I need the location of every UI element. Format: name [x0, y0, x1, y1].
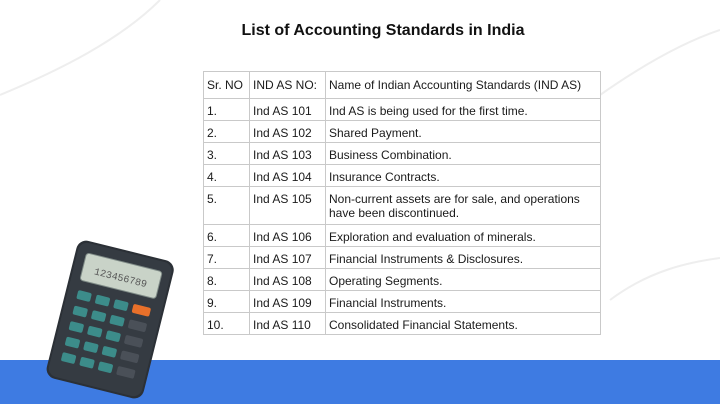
row-standard-name: Operating Segments.	[326, 269, 601, 291]
row-standard-name: Exploration and evaluation of minerals.	[326, 225, 601, 247]
column-header-ind-as-no: IND AS NO:	[250, 72, 326, 99]
row-standard-name: Financial Instruments & Disclosures.	[326, 247, 601, 269]
table-row	[204, 291, 601, 313]
row-ind-as-no: Ind AS 108	[250, 269, 326, 291]
table-row	[204, 99, 601, 121]
table-row	[204, 121, 601, 143]
table-row	[204, 165, 601, 187]
row-standard-name: Shared Payment.	[326, 121, 601, 143]
row-standard-name: Consolidated Financial Statements.	[326, 313, 601, 335]
table-row	[204, 247, 601, 269]
row-sr-no: 7.	[204, 247, 250, 269]
row-ind-as-no: Ind AS 105	[250, 187, 326, 225]
table-row	[204, 143, 601, 165]
row-sr-no: 8.	[204, 269, 250, 291]
row-ind-as-no: Ind AS 103	[250, 143, 326, 165]
row-ind-as-no: Ind AS 104	[250, 165, 326, 187]
row-sr-no: 2.	[204, 121, 250, 143]
row-ind-as-no: Ind AS 101	[250, 99, 326, 121]
column-header-name: Name of Indian Accounting Standards (IND AS)	[326, 72, 601, 99]
table-row	[204, 269, 601, 291]
table-header-row	[204, 72, 601, 99]
standards-table	[203, 71, 601, 335]
row-sr-no: 9.	[204, 291, 250, 313]
row-ind-as-no: Ind AS 107	[250, 247, 326, 269]
column-header-sr-no: Sr. NO	[204, 72, 250, 99]
row-sr-no: 3.	[204, 143, 250, 165]
row-sr-no: 5.	[204, 187, 250, 225]
row-sr-no: 10.	[204, 313, 250, 335]
row-standard-name: Financial Instruments.	[326, 291, 601, 313]
row-standard-name: Non-current assets are for sale, and operations have been discontinued.	[326, 187, 601, 225]
row-sr-no: 6.	[204, 225, 250, 247]
svg-text:123456789: 123456789	[92, 267, 148, 292]
page-title: List of Accounting Standards in India	[241, 22, 525, 39]
table-row	[204, 225, 601, 247]
row-standard-name: Business Combination.	[326, 143, 601, 165]
table-row	[204, 187, 601, 225]
row-ind-as-no: Ind AS 109	[250, 291, 326, 313]
table-row	[204, 313, 601, 335]
row-standard-name: Insurance Contracts.	[326, 165, 601, 187]
row-ind-as-no: Ind AS 110	[250, 313, 326, 335]
row-standard-name: Ind AS is being used for the first time.	[326, 99, 601, 121]
row-ind-as-no: Ind AS 102	[250, 121, 326, 143]
calculator-icon	[38, 240, 178, 400]
row-sr-no: 4.	[204, 165, 250, 187]
row-ind-as-no: Ind AS 106	[250, 225, 326, 247]
row-sr-no: 1.	[204, 99, 250, 121]
